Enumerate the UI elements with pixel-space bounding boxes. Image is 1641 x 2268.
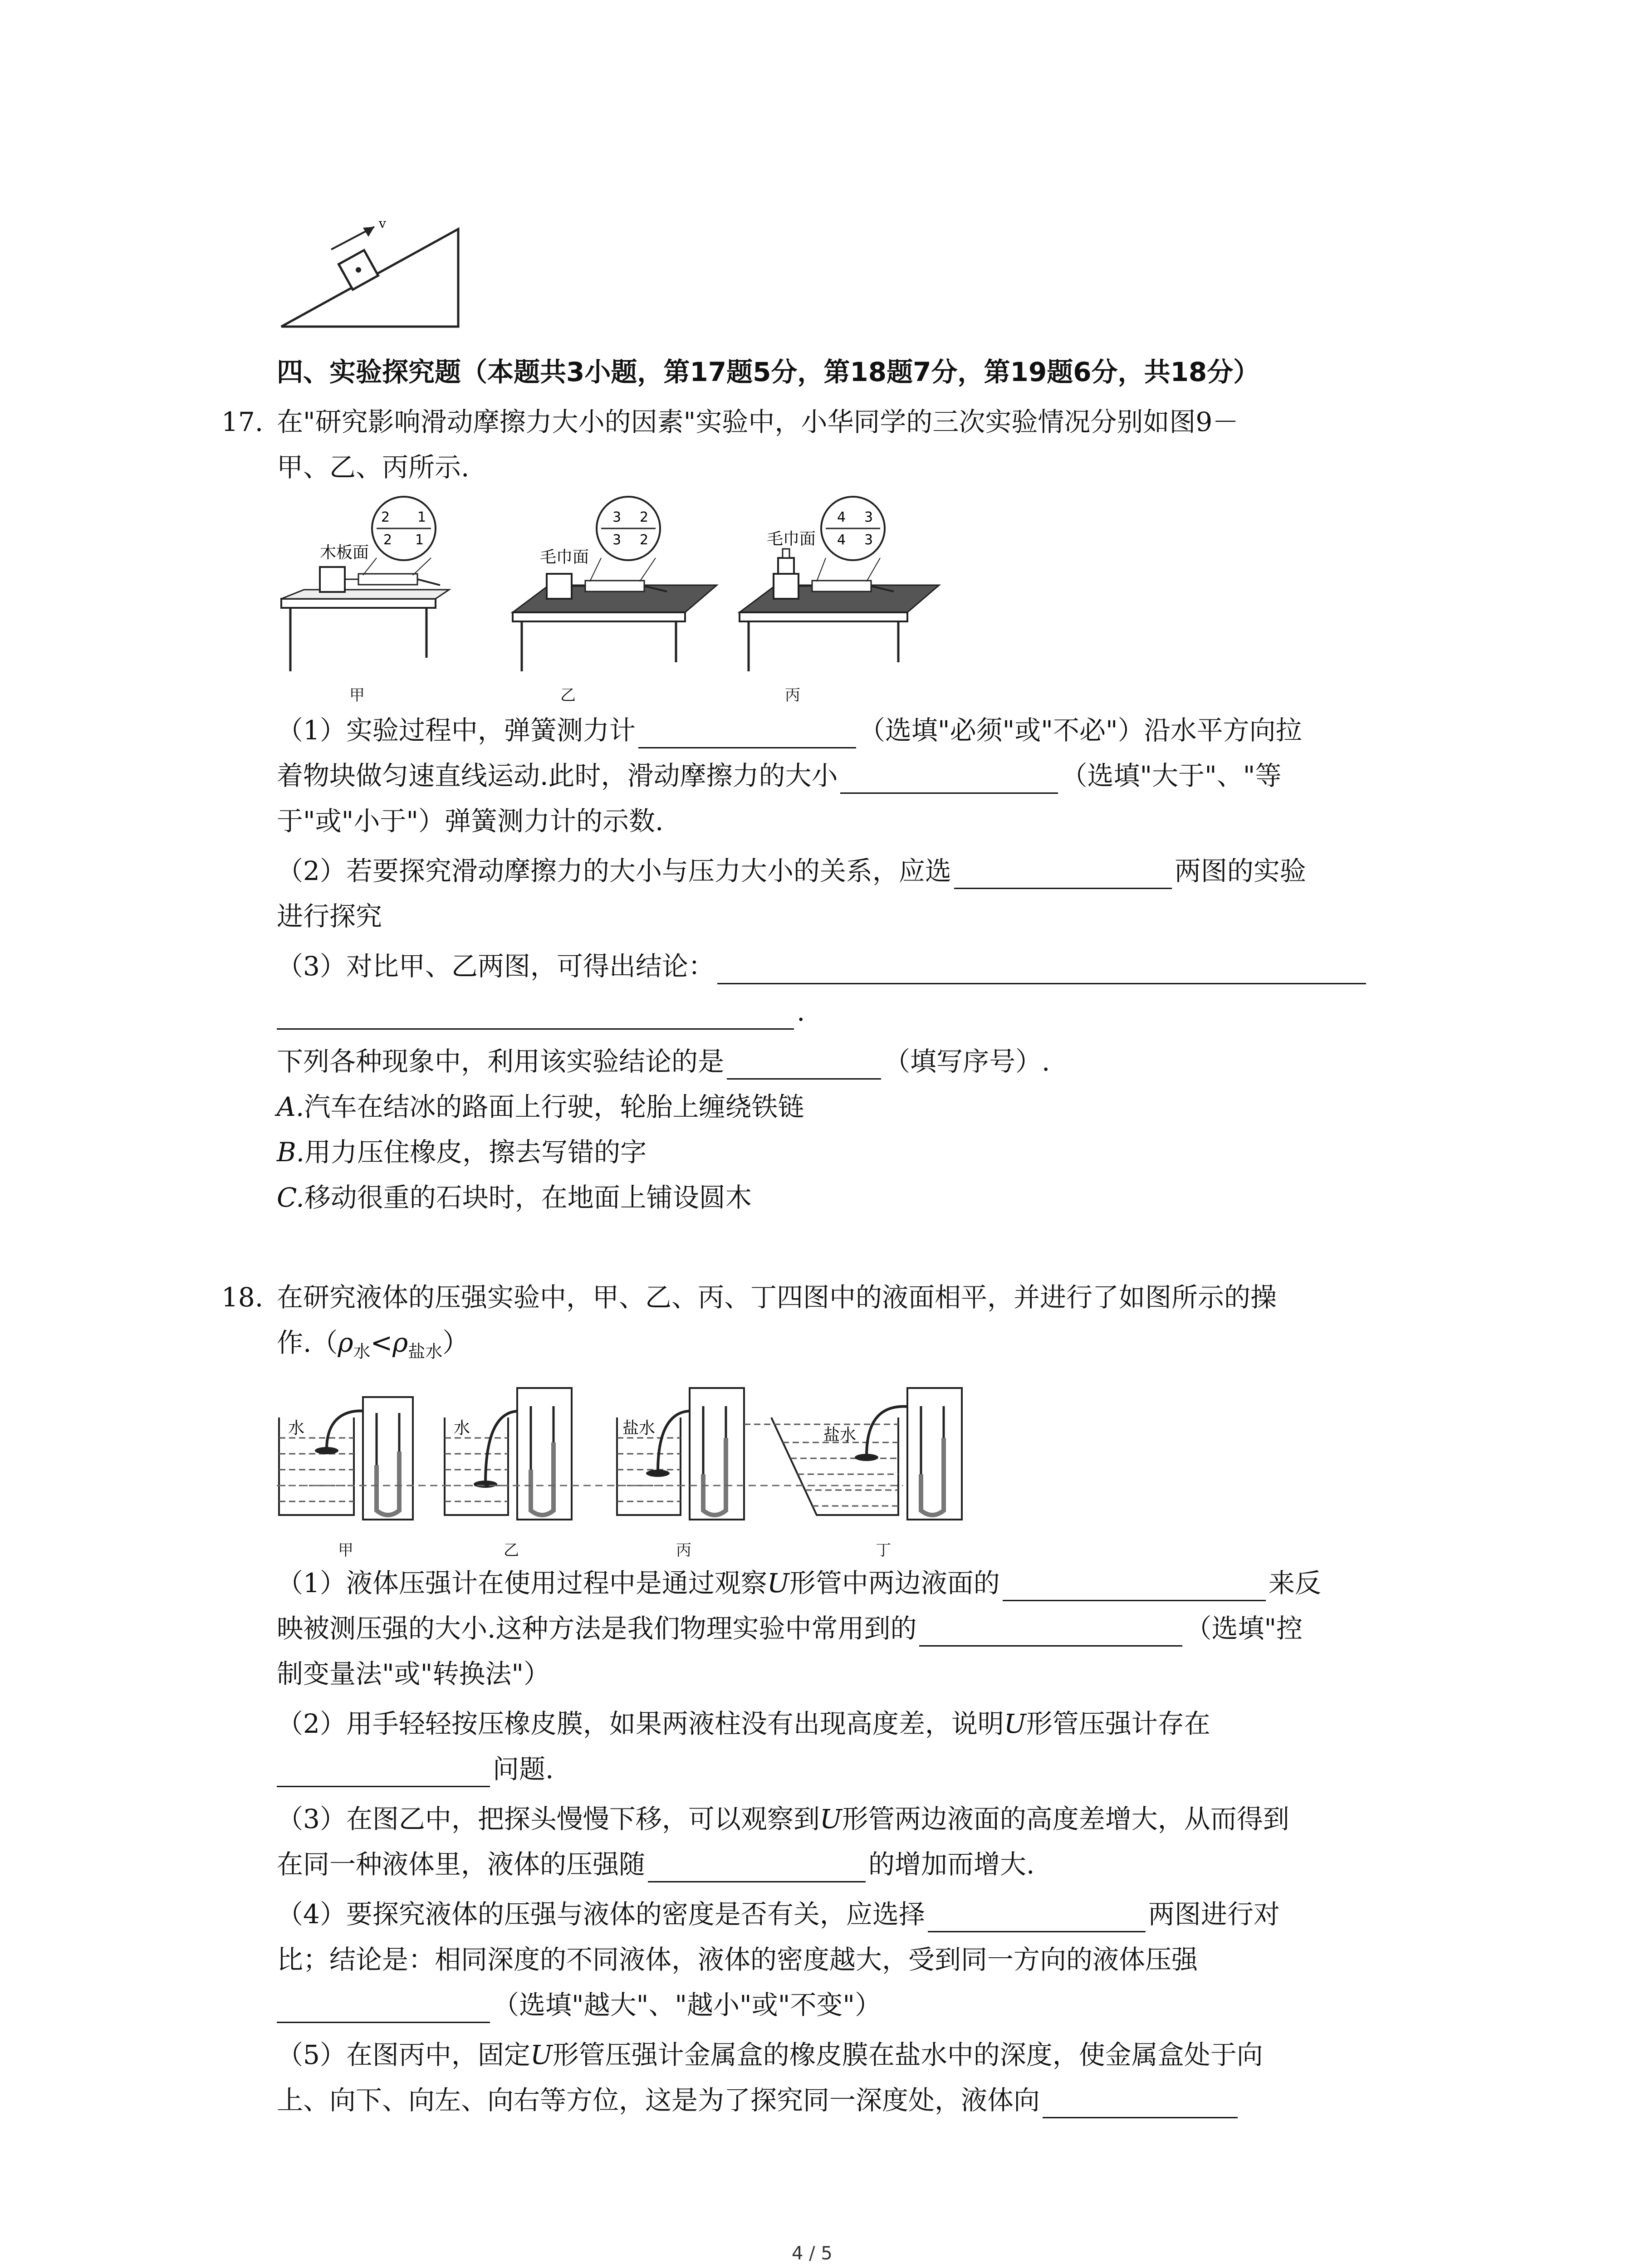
liquid-label-d: 盐水	[823, 1426, 857, 1444]
q17-p2-line2: 进行探究	[277, 901, 382, 932]
q17-p1-line2: 着物块做匀速直线运动.此时，滑动摩擦力的大小 （选填"大于"、"等	[277, 758, 1282, 794]
fig18-caption-a: 甲	[338, 1541, 353, 1559]
q17-number: 17.	[221, 406, 264, 437]
friction-setup-b	[513, 497, 717, 671]
q18-p1-line3: 制变量法"或"转换法"）	[277, 1658, 550, 1689]
q17-option-a: A.汽车在结冰的路面上行驶，轮胎上缠绕铁链	[277, 1091, 804, 1122]
dial-c-tick-1: 4	[837, 509, 846, 525]
q17-intro-1: 在"研究影响滑动摩擦力大小的因素"实验中，小华同学的三次实验情况分别如图9－	[277, 406, 1239, 437]
dial-c-tick-2: 3	[864, 509, 873, 525]
q18-p4-line1: （4）要探究液体的压强与液体的密度是否有关，应选择 两图进行对	[277, 1896, 1280, 1932]
liquid-label-c: 盐水	[622, 1419, 656, 1437]
q17-p3-line3: 下列各种现象中，利用该实验结论的是 （填写序号）.	[277, 1043, 1050, 1080]
dial-c-tick-4: 3	[864, 532, 873, 548]
q18-p5-line1: （5）在图丙中，固定U形管压强计金属盒的橡皮膜在盐水中的深度，使金属盒处于向	[277, 2039, 1263, 2070]
q17-p3-line1: （3）对比甲、乙两图，可得出结论：	[277, 948, 1369, 984]
q17-p1-line3: 于"或"小于"）弹簧测力计的示数.	[277, 806, 664, 836]
section-title: 四、实验探究题（本题共3小题，第17题5分，第18题7分，第19题6分，共18分）	[277, 357, 1260, 387]
dial-a-tick-3: 2	[383, 532, 392, 548]
q17-p2-line1: （2）若要探究滑动摩擦力的大小与压力大小的关系，应选 两图的实验	[277, 853, 1306, 889]
q18-blank-6[interactable]	[277, 1994, 490, 2023]
page-number: 4 / 5	[792, 2243, 833, 2264]
liquid-pressure-figure	[277, 1374, 975, 1533]
friction-experiment-figure	[277, 494, 1048, 685]
liquid-label-a: 水	[288, 1419, 305, 1437]
pressure-setup-a	[279, 1397, 413, 1520]
incline-figure	[272, 213, 467, 336]
q17-blank-4[interactable]	[717, 955, 1366, 984]
surface-label-c: 毛巾面	[767, 530, 816, 548]
q18-p5-line2: 上、向下、向左、向右等方位，这是为了探究同一深度处，液体向	[277, 2082, 1240, 2118]
q17-intro-2: 甲、乙、丙所示.	[277, 452, 470, 483]
q17-p3-line2: .	[277, 993, 805, 1030]
fig18-caption-b: 乙	[504, 1541, 519, 1559]
q18-blank-4[interactable]	[648, 1853, 866, 1882]
q17-blank-1[interactable]	[638, 719, 856, 748]
q17-p1-line1: （1）实验过程中，弹簧测力计 （选填"必须"或"不必"）沿水平方向拉	[277, 712, 1302, 748]
fig17-caption-b: 乙	[560, 686, 576, 704]
q18-p4-line2: 比；结论是：相同深度的不同液体，液体的密度越大，受到同一方向的液体压强	[277, 1944, 1198, 1975]
q18-blank-2[interactable]	[919, 1617, 1182, 1647]
dial-a-tick-1: 2	[381, 509, 390, 525]
q18-p2-line1: （2）用手轻轻按压橡皮膜，如果两液柱没有出现高度差，说明U形管压强计存在	[277, 1708, 1210, 1739]
surface-label-a: 木板面	[320, 543, 369, 562]
friction-setup-c	[740, 497, 939, 671]
fig17-caption-c: 丙	[785, 686, 800, 704]
surface-label-b: 毛巾面	[540, 548, 589, 567]
pressure-setup-d	[744, 1388, 962, 1520]
q17-option-b: B.用力压住橡皮，擦去写错的字	[277, 1137, 647, 1168]
q18-p3-line2: 在同一种液体里，液体的压强随 的增加而增大.	[277, 1846, 1034, 1882]
dial-b-tick-3: 3	[612, 532, 622, 548]
dial-a-tick-4: 1	[415, 532, 424, 548]
q18-intro-2: 作$.(\rho_水<\rho_{盐水})$	[277, 1327, 469, 1362]
q17-blank-3[interactable]	[954, 860, 1172, 889]
pressure-setup-c	[617, 1388, 744, 1520]
dial-b-tick-4: 2	[640, 532, 649, 548]
q17-blank-5[interactable]	[727, 1050, 881, 1080]
q17-blank-4b[interactable]	[277, 1000, 794, 1030]
q18-number: 18.	[221, 1282, 264, 1313]
friction-setup-a	[281, 497, 449, 671]
velocity-label: v	[379, 216, 386, 231]
fig17-caption-a: 甲	[349, 686, 365, 704]
dial-b-tick-1: 3	[612, 509, 622, 525]
dial-b-tick-2: 2	[640, 509, 649, 525]
q17-option-c: C.移动很重的石块时，在地面上铺设圆木	[277, 1182, 752, 1213]
q17-blank-2[interactable]	[840, 764, 1058, 794]
dial-a-tick-2: 1	[417, 509, 426, 525]
q18-blank-5[interactable]	[928, 1903, 1146, 1932]
pressure-setup-b	[445, 1388, 572, 1520]
q18-p4-line3: （选填"越大"、"越小"或"不变"）	[277, 1987, 881, 2023]
fig18-caption-c: 丙	[676, 1541, 691, 1559]
q18-intro-1: 在研究液体的压强实验中，甲、乙、丙、丁四图中的液面相平，并进行了如图所示的操	[277, 1282, 1277, 1313]
fig18-caption-d: 丁	[876, 1541, 891, 1559]
q18-blank-3[interactable]	[277, 1758, 490, 1787]
dial-c-tick-3: 4	[837, 532, 846, 548]
liquid-label-b: 水	[454, 1419, 470, 1437]
q18-p3-line1: （3）在图乙中，把探头慢慢下移，可以观察到U形管两边液面的高度差增大，从而得到	[277, 1804, 1289, 1834]
q18-blank-7[interactable]	[1043, 2089, 1238, 2118]
q18-p1-line1: （1）液体压强计在使用过程中是通过观察U形管中两边液面的 来反	[277, 1565, 1321, 1601]
q18-p2-line2: 问题.	[277, 1751, 554, 1787]
q18-blank-1[interactable]	[1003, 1572, 1266, 1601]
q18-p1-line2: 映被测压强的大小.这种方法是我们物理实验中常用到的 （选填"控	[277, 1610, 1303, 1647]
